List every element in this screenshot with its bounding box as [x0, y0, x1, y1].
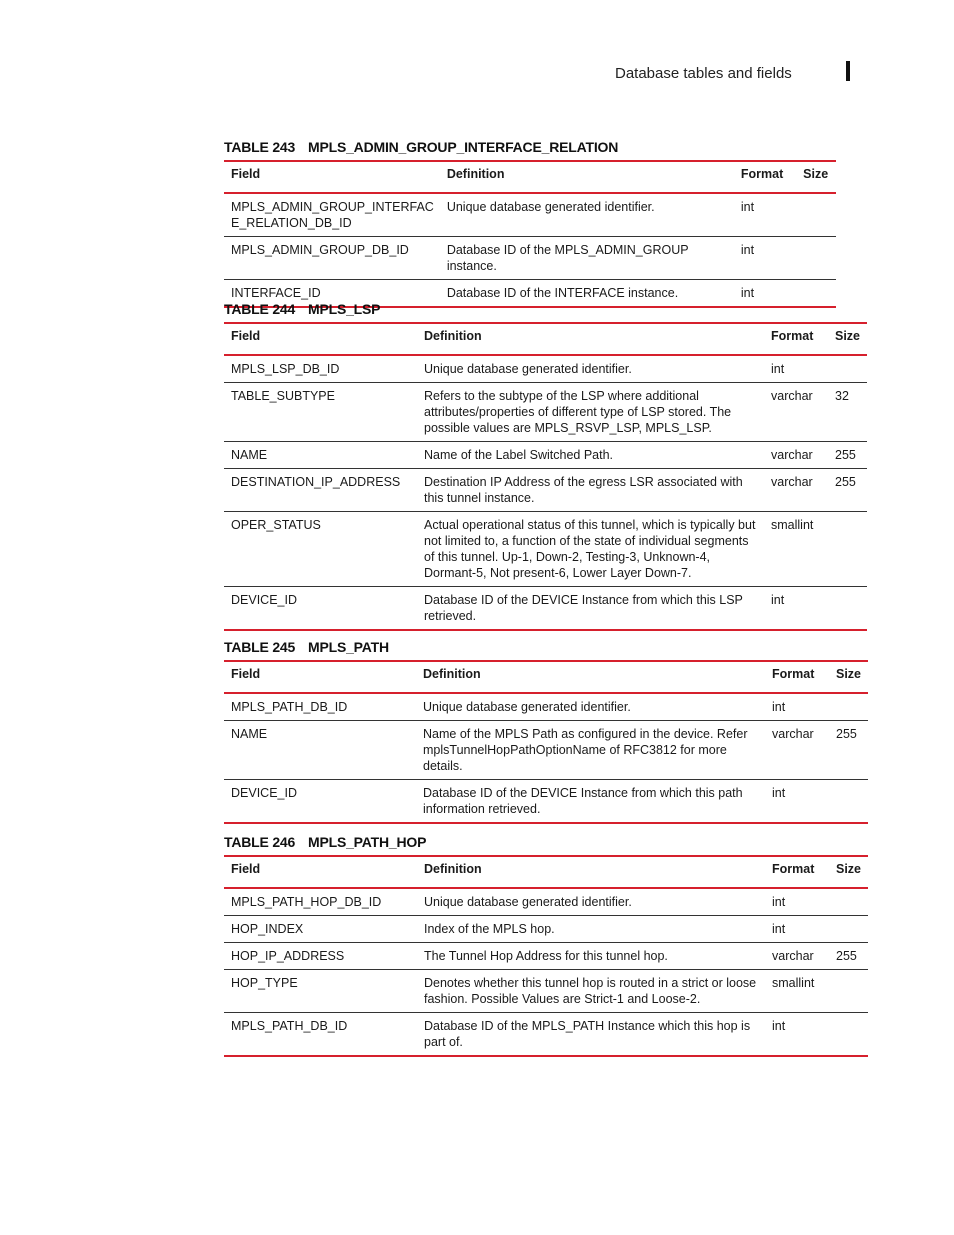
size-cell: [796, 193, 836, 237]
field-cell: OPER_STATUS: [224, 512, 417, 587]
format-cell: varchar: [764, 442, 828, 469]
definition-cell: Name of the Label Switched Path.: [417, 442, 764, 469]
definition-cell: Unique database generated identifier.: [417, 355, 764, 383]
column-header-size: Size: [829, 661, 868, 693]
table-245: [224, 660, 868, 824]
field-cell: HOP_INDEX: [224, 916, 417, 943]
field-cell: HOP_TYPE: [224, 970, 417, 1013]
column-header-format: Format: [765, 661, 829, 693]
format-cell: smallint: [764, 512, 828, 587]
field-cell: DEVICE_ID: [224, 780, 416, 824]
table-number: TABLE 243: [224, 139, 296, 155]
column-header-definition: Definition: [417, 856, 765, 888]
format-cell: int: [765, 780, 829, 824]
table-243-caption: [224, 139, 618, 155]
table-name: MPLS_PATH_HOP: [308, 834, 427, 850]
definition-cell: Unique database generated identifier.: [416, 693, 765, 721]
table-row: [224, 237, 836, 280]
table-row: [224, 1013, 868, 1057]
table-header-row: [224, 856, 868, 888]
column-header-format: Format: [734, 161, 796, 193]
page-header-marker: [846, 61, 850, 81]
size-cell: [828, 355, 867, 383]
field-cell: MPLS_PATH_DB_ID: [224, 1013, 417, 1057]
column-header-definition: Definition: [440, 161, 734, 193]
size-cell: [828, 587, 867, 631]
table-number: TABLE 246: [224, 834, 296, 850]
size-cell: [828, 512, 867, 587]
field-cell: MPLS_PATH_HOP_DB_ID: [224, 888, 417, 916]
size-cell: 255: [828, 442, 867, 469]
size-cell: [796, 237, 836, 280]
definition-cell: Denotes whether this tunnel hop is routed in a strict or loose fashion. Possible Values are Strict-1 and Loose-2.: [417, 970, 765, 1013]
table-246: [224, 855, 868, 1057]
table-row: [224, 693, 868, 721]
format-cell: int: [765, 693, 829, 721]
table-row: [224, 442, 867, 469]
definition-cell: Database ID of the INTERFACE instance.: [440, 280, 734, 308]
table-row: [224, 469, 867, 512]
format-cell: int: [734, 280, 796, 308]
size-cell: [829, 693, 868, 721]
size-cell: [796, 280, 836, 308]
field-cell: NAME: [224, 721, 416, 780]
column-header-field: Field: [224, 661, 416, 693]
table-row: [224, 916, 868, 943]
definition-cell: Database ID of the DEVICE Instance from which this path information retrieved.: [416, 780, 765, 824]
field-cell: MPLS_PATH_DB_ID: [224, 693, 416, 721]
definition-cell: Destination IP Address of the egress LSR associated with this tunnel instance.: [417, 469, 764, 512]
table-header-row: [224, 661, 868, 693]
table-row: [224, 721, 868, 780]
table-number: TABLE 244: [224, 301, 296, 317]
table-row: [224, 193, 836, 237]
field-cell: NAME: [224, 442, 417, 469]
table-row: [224, 780, 868, 824]
format-cell: int: [734, 237, 796, 280]
format-cell: int: [765, 1013, 829, 1057]
definition-cell: The Tunnel Hop Address for this tunnel hop.: [417, 943, 765, 970]
size-cell: [829, 780, 868, 824]
field-cell: MPLS_ADMIN_GROUP_DB_ID: [224, 237, 440, 280]
definition-cell: Refers to the subtype of the LSP where additional attributes/properties of different type of LSP stored. The possible values are MPLS_RSVP_LSP, MPLS_LSP.: [417, 383, 764, 442]
table-row: [224, 512, 867, 587]
column-header-field: Field: [224, 856, 417, 888]
field-cell: MPLS_ADMIN_GROUP_INTERFAC E_RELATION_DB_ID: [224, 193, 440, 237]
column-header-field: Field: [224, 323, 417, 355]
table-name: MPLS_PATH: [308, 639, 389, 655]
definition-cell: Unique database generated identifier.: [440, 193, 734, 237]
field-cell: DEVICE_ID: [224, 587, 417, 631]
size-cell: 32: [828, 383, 867, 442]
field-cell: TABLE_SUBTYPE: [224, 383, 417, 442]
table-header-row: [224, 161, 836, 193]
size-cell: [829, 970, 868, 1013]
table-row: [224, 970, 868, 1013]
definition-cell: Database ID of the DEVICE Instance from which this LSP retrieved.: [417, 587, 764, 631]
size-cell: [829, 916, 868, 943]
size-cell: 255: [828, 469, 867, 512]
size-cell: [829, 888, 868, 916]
table-row: [224, 355, 867, 383]
format-cell: varchar: [765, 943, 829, 970]
format-cell: int: [764, 587, 828, 631]
table-row: [224, 383, 867, 442]
table-row: [224, 888, 868, 916]
table-244-caption: [224, 301, 380, 317]
table-row: [224, 943, 868, 970]
column-header-definition: Definition: [416, 661, 765, 693]
format-cell: varchar: [764, 469, 828, 512]
definition-cell: Unique database generated identifier.: [417, 888, 765, 916]
size-cell: 255: [829, 721, 868, 780]
definition-cell: Name of the MPLS Path as configured in the device. Refer mplsTunnelHopPathOptionName of RFC3812 for more details.: [416, 721, 765, 780]
table-243: [224, 160, 836, 308]
table-name: MPLS_LSP: [308, 301, 381, 317]
table-244: [224, 322, 867, 631]
format-cell: int: [765, 888, 829, 916]
column-header-format: Format: [765, 856, 829, 888]
table-header-row: [224, 323, 867, 355]
field-cell: MPLS_LSP_DB_ID: [224, 355, 417, 383]
column-header-size: Size: [828, 323, 867, 355]
format-cell: int: [765, 916, 829, 943]
format-cell: smallint: [765, 970, 829, 1013]
column-header-definition: Definition: [417, 323, 764, 355]
definition-cell: Database ID of the MPLS_PATH Instance which this hop is part of.: [417, 1013, 765, 1057]
field-cell: HOP_IP_ADDRESS: [224, 943, 417, 970]
definition-cell: Database ID of the MPLS_ADMIN_GROUP instance.: [440, 237, 734, 280]
field-cell: INTERFACE_ID: [224, 280, 440, 308]
page-header-title: Database tables and fields: [615, 65, 792, 82]
column-header-size: Size: [829, 856, 868, 888]
column-header-format: Format: [764, 323, 828, 355]
column-header-size: Size: [796, 161, 836, 193]
table-row: [224, 587, 867, 631]
format-cell: varchar: [764, 383, 828, 442]
format-cell: int: [764, 355, 828, 383]
table-246-caption: [224, 834, 426, 850]
size-cell: 255: [829, 943, 868, 970]
definition-cell: Actual operational status of this tunnel, which is typically but not limited to, a function of the state of individual segments of this tunnel. Up-1, Down-2, Testing-3, Unknown-4, Dormant-5, Not present-6, Lower Layer Down-7.: [417, 512, 764, 587]
table-name: MPLS_ADMIN_GROUP_INTERFACE_RELATION: [308, 139, 619, 155]
size-cell: [829, 1013, 868, 1057]
format-cell: varchar: [765, 721, 829, 780]
table-245-caption: [224, 639, 389, 655]
table-number: TABLE 245: [224, 639, 296, 655]
column-header-field: Field: [224, 161, 440, 193]
definition-cell: Index of the MPLS hop.: [417, 916, 765, 943]
field-cell: DESTINATION_IP_ADDRESS: [224, 469, 417, 512]
format-cell: int: [734, 193, 796, 237]
